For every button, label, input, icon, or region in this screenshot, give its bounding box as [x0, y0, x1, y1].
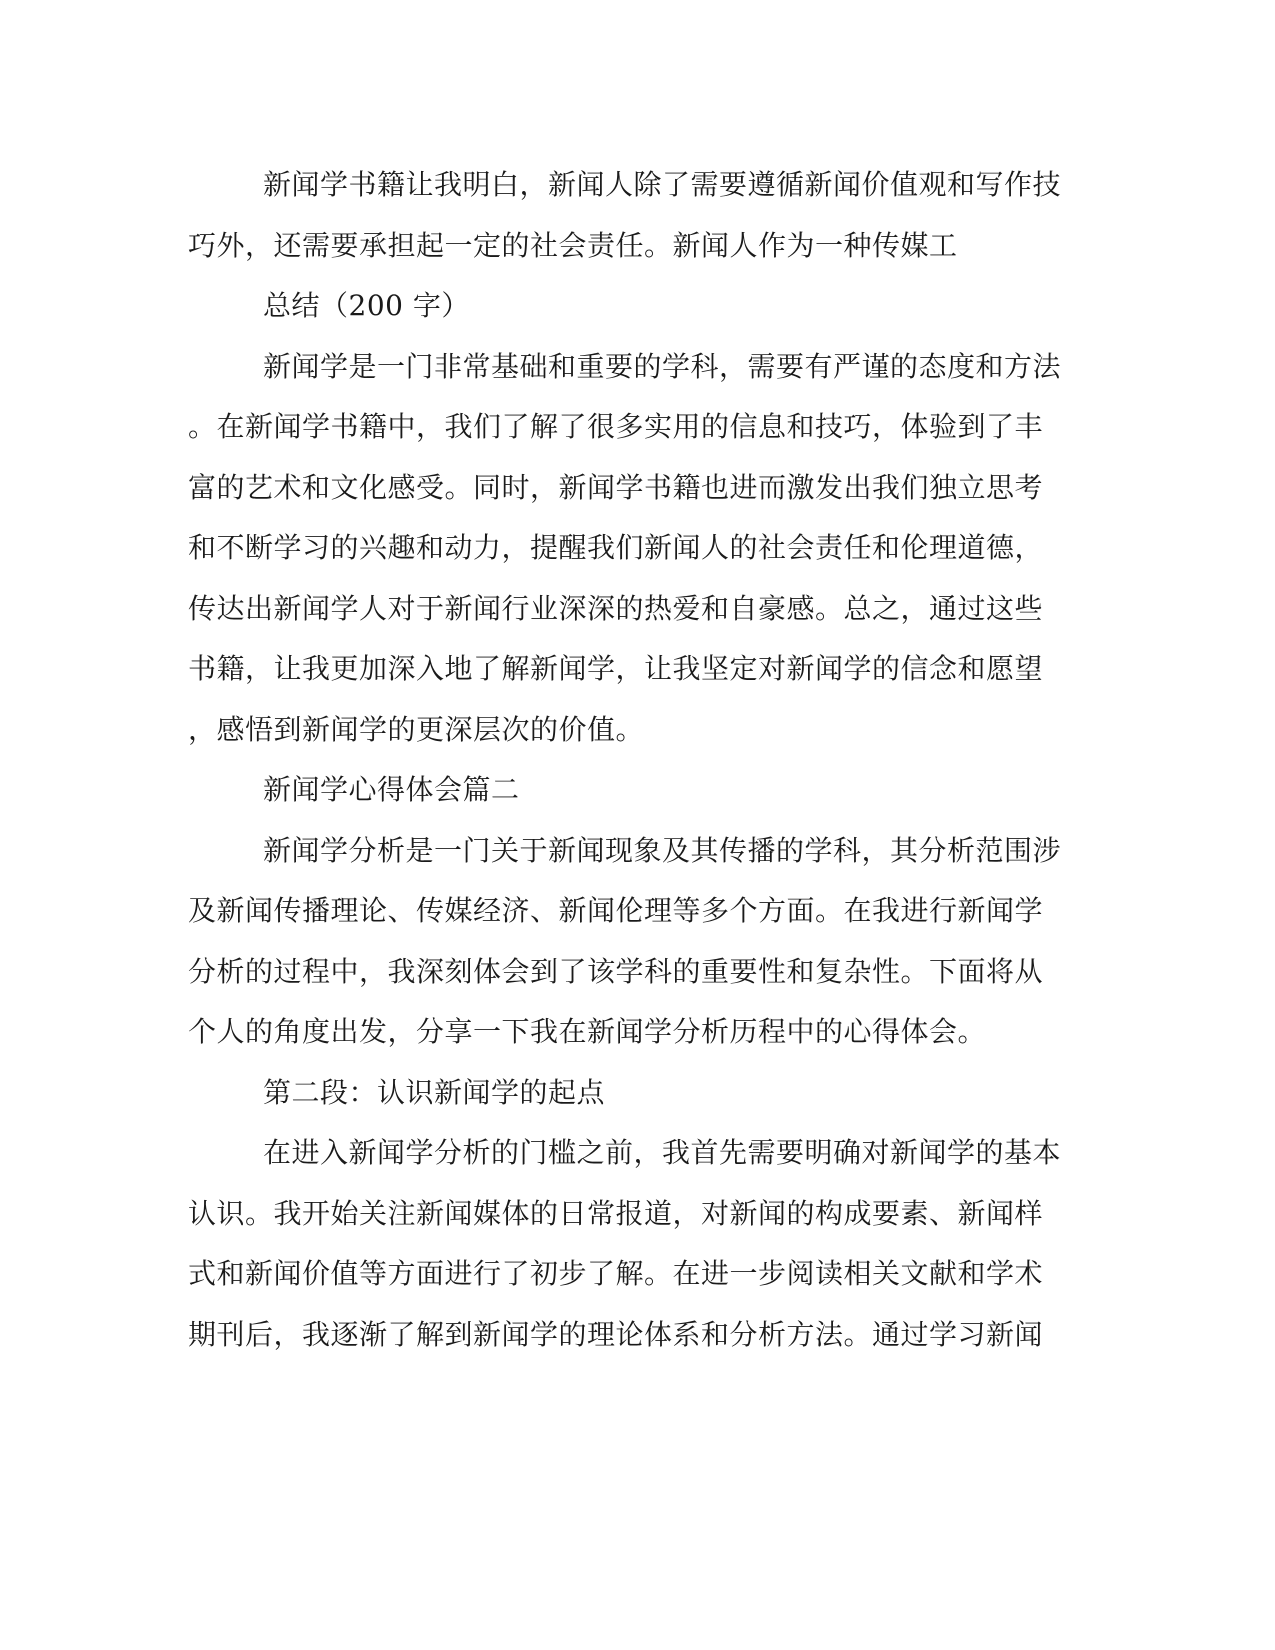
section-heading: 新闻学心得体会篇二 [263, 773, 520, 806]
text-line: 新闻学书籍让我明白，新闻人除了需要遵循新闻价值观和写作技 [263, 168, 1062, 201]
text-line: 富的艺术和文化感受。同时，新闻学书籍也进而激发出我们独立思考 [188, 470, 1044, 504]
text-line: 新闻学分析是一门关于新闻现象及其传播的学科，其分析范围涉 [263, 833, 1062, 867]
section-heading: 第二段：认识新闻学的起点 [263, 1075, 606, 1109]
text-line: 个人的角度出发，分享一下我在新闻学分析历程中的心得体会。 [188, 1015, 987, 1048]
text-line: 巧外，还需要承担起一定的社会责任。新闻人作为一种传媒工 [188, 228, 958, 262]
text-line: 及新闻传播理论、传媒经济、新闻伦理等多个方面。在我进行新闻学 [188, 894, 1044, 927]
text-line: 书籍，让我更加深入地了解新闻学，让我坚定对新闻学的信念和愿望 [188, 652, 1044, 685]
text-line: 期刊后，我逐渐了解到新闻学的理论体系和分析方法。通过学习新闻 [188, 1317, 1044, 1351]
text-line: 传达出新闻学人对于新闻行业深深的热爱和自豪感。总之，通过这些 [188, 591, 1044, 625]
text-line: 新闻学是一门非常基础和重要的学科，需要有严谨的态度和方法 [263, 349, 1062, 383]
text-line: ，感悟到新闻学的更深层次的价值。 [188, 712, 645, 746]
section-heading: 总结（200 字） [263, 289, 470, 322]
text-line: 。在新闻学书籍中，我们了解了很多实用的信息和技巧，体验到了丰 [188, 410, 1044, 443]
text-line: 式和新闻价值等方面进行了初步了解。在进一步阅读相关文献和学术 [188, 1257, 1044, 1290]
text-line: 和不断学习的兴趣和动力，提醒我们新闻人的社会责任和伦理道德， [188, 531, 1044, 564]
text-line: 分析的过程中，我深刻体会到了该学科的重要性和复杂性。下面将从 [188, 954, 1044, 988]
text-line: 在进入新闻学分析的门槛之前，我首先需要明确对新闻学的基本 [263, 1136, 1062, 1169]
document-body [188, 155, 1068, 1365]
text-line: 认识。我开始关注新闻媒体的日常报道，对新闻的构成要素、新闻样 [188, 1196, 1044, 1230]
